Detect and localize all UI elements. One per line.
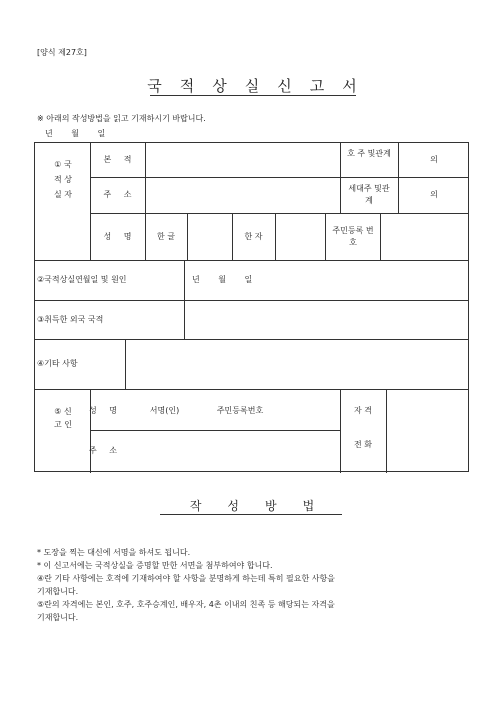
form-number-label: [양식 제27호] bbox=[37, 48, 87, 57]
col-divider bbox=[325, 213, 326, 260]
section1-label: ① 국 적 상 실 자 bbox=[54, 160, 72, 199]
method-title-underline bbox=[160, 514, 342, 515]
qualification-label: 자 격 bbox=[354, 406, 372, 415]
method-item: ⑤란의 자격에는 본인, 호주, 호주승계인, 배우자, 4촌 이내의 친족 등 해당되는 자격을 bbox=[37, 600, 335, 609]
col-divider bbox=[380, 213, 381, 260]
form-title: 국적상실신고서 bbox=[147, 77, 375, 95]
registry-label: 본 적 bbox=[103, 155, 132, 164]
section4-label: ④기타 사항 bbox=[37, 359, 78, 368]
col-divider bbox=[187, 213, 188, 260]
method-item: ④란 기타 사항에는 호적에 기재하여야 할 사항을 분명하게 하는데 특히 필요한 사항을 bbox=[37, 574, 335, 583]
row-divider bbox=[35, 389, 469, 390]
method-item: * 이 신고서에는 국적상실을 증명할 만한 서면을 첨부하여야 합니다. bbox=[37, 561, 273, 570]
method-item: 기재합니다. bbox=[37, 587, 79, 596]
declaration-form-table bbox=[34, 142, 469, 472]
col-divider bbox=[184, 260, 185, 339]
section2-label: ②국적상실연월일 및 원인 bbox=[37, 275, 127, 284]
phone-label: 전 화 bbox=[354, 440, 372, 449]
section3-label: ③취득한 외국 국적 bbox=[37, 315, 104, 324]
row-divider bbox=[35, 300, 469, 301]
col-divider bbox=[275, 213, 276, 260]
method-list bbox=[37, 546, 477, 624]
method-item: * 도장을 찍는 대신에 서명을 하셔도 됩니다. bbox=[37, 548, 191, 557]
declarant-resident-no-label: 주민등록번호 bbox=[216, 406, 264, 415]
row-divider bbox=[90, 430, 340, 431]
resident-no-label: 주민등록 번 호 bbox=[332, 226, 374, 247]
address-label: 주 소 bbox=[103, 190, 132, 199]
row-divider bbox=[90, 213, 469, 214]
row-divider bbox=[90, 177, 469, 178]
hanja-label: 한 자 bbox=[244, 232, 263, 241]
household-suffix: 의 bbox=[430, 190, 438, 199]
col-divider bbox=[90, 389, 91, 473]
method-title: 작성방법 bbox=[189, 499, 341, 513]
col-divider bbox=[398, 143, 399, 213]
declarant-name-label: 성 명 bbox=[89, 406, 117, 415]
title-underline bbox=[150, 95, 356, 96]
col-divider bbox=[386, 389, 387, 473]
declarant-address-label: 주 소 bbox=[89, 446, 117, 455]
signature-label: 서명(인) bbox=[149, 406, 180, 415]
row-divider bbox=[35, 339, 469, 340]
instruction-note: ※ 아래의 작성방법을 읽고 기재하시기 바랍니다. bbox=[37, 114, 206, 123]
row-divider bbox=[35, 260, 469, 261]
household-head-suffix: 의 bbox=[430, 155, 438, 164]
col-divider bbox=[125, 339, 126, 389]
household-label: 세대주 및관계 bbox=[348, 184, 390, 205]
col-divider bbox=[340, 143, 341, 213]
hangul-label: 한 글 bbox=[157, 232, 175, 241]
method-item: 기재합니다. bbox=[37, 613, 79, 622]
name-label: 성 명 bbox=[103, 232, 132, 241]
col-divider bbox=[340, 389, 341, 473]
date-line: 년 월 일 bbox=[45, 129, 106, 138]
household-head-label: 호 주 및관계 bbox=[347, 149, 391, 158]
loss-date-field[interactable]: 년 월 일 bbox=[192, 275, 253, 284]
section5-label: ⑤ 신 고 인 bbox=[54, 407, 72, 429]
